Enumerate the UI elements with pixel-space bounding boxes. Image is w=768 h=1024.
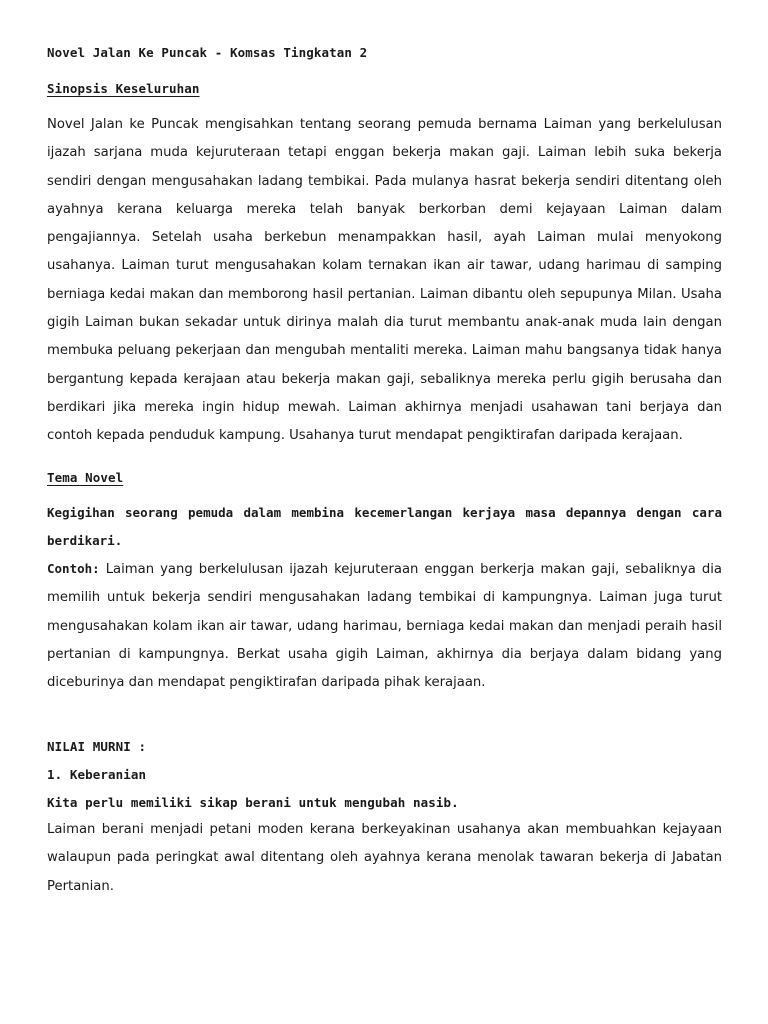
value-1-paragraph: Laiman berani menjadi petani moden kerana berkeyakinan usahanya akan membuahkan kejayaan walaupun pada peringkat awal ditentang oleh ayahnya kerana menolak tawaran bekerja di Jabatan Pertanian. xyxy=(47,822,722,894)
value-1-statement: Kita perlu memiliki sikap berani untuk mengubah nasib. xyxy=(47,795,459,810)
values-heading: NILAI MURNI : xyxy=(47,739,147,754)
example-label: Contoh: xyxy=(47,561,100,576)
synopsis-paragraph: Novel Jalan ke Puncak mengisahkan tentang seorang pemuda bernama Laiman yang berkelulusan ijazah sarjana muda kejuruteraan tetapi enggan bekerja makan gaji. Laiman lebih suka bekerja sendiri dengan mengusahakan ladang tembikai. Pada mulanya hasrat bekerja sendiri ditentang oleh ayahnya kerana keluarga mereka telah banyak berkorban demi kejayaan Laiman dalam pengajiannya. Setelah usaha berkebun menampakkan hasil, ayah Laiman mulai menyokong usahanya. Laiman turut mengusahakan kolam ternakan ikan air tawar, udang harimau di samping berniaga kedai makan dan memborong hasil pertanian. Laiman dibantu oleh sepupunya Milan. Usaha gigih Laiman bukan sekadar untuk dirinya malah dia turut membantu anak-anak muda lain dengan membuka peluang pekerjaan dan mengubah mentaliti mereka. Laiman mahu bangsanya tidak hanya bergantung kepada kerajaan atau bekerja makan gaji, sebaliknya mereka perlu gigih berusaha dan berdikari jika mereka ingin hidup mewah. Laiman akhirnya menjadi usahawan tani berjaya dan contoh kepada penduduk kampung. Usahanya turut mendapat pengiktirafan daripada kerajaan. xyxy=(47,117,722,444)
document-title: Novel Jalan Ke Puncak - Komsas Tingkatan 2 xyxy=(47,45,368,60)
theme-statement: Kegigihan seorang pemuda dalam membina kecemerlangan kerjaya masa depannya dengan cara berdikari. xyxy=(47,505,722,548)
synopsis-heading: Sinopsis Keseluruhan xyxy=(47,81,200,96)
theme-example-paragraph xyxy=(47,555,722,697)
example-text: Laiman yang berkelulusan ijazah kejuruteraan enggan berkerja makan gaji, sebaliknya dia memilih untuk bekerja sendiri mengusahakan ladang tembikai di kampungnya. Laiman juga turut mengusahakan kolam ikan air tawar, udang harimau, berniaga kedai makan dan menjadi peraih hasil pertanian di kampungnya. Berkat usaha gigih Laiman, akhirnya dia berjaya dalam bidang yang diceburinya dan mendapat pengiktirafan daripada pihak kerajaan. xyxy=(47,562,722,691)
value-1-heading: 1. Keberanian xyxy=(47,767,147,782)
theme-heading: Tema Novel xyxy=(47,470,124,485)
